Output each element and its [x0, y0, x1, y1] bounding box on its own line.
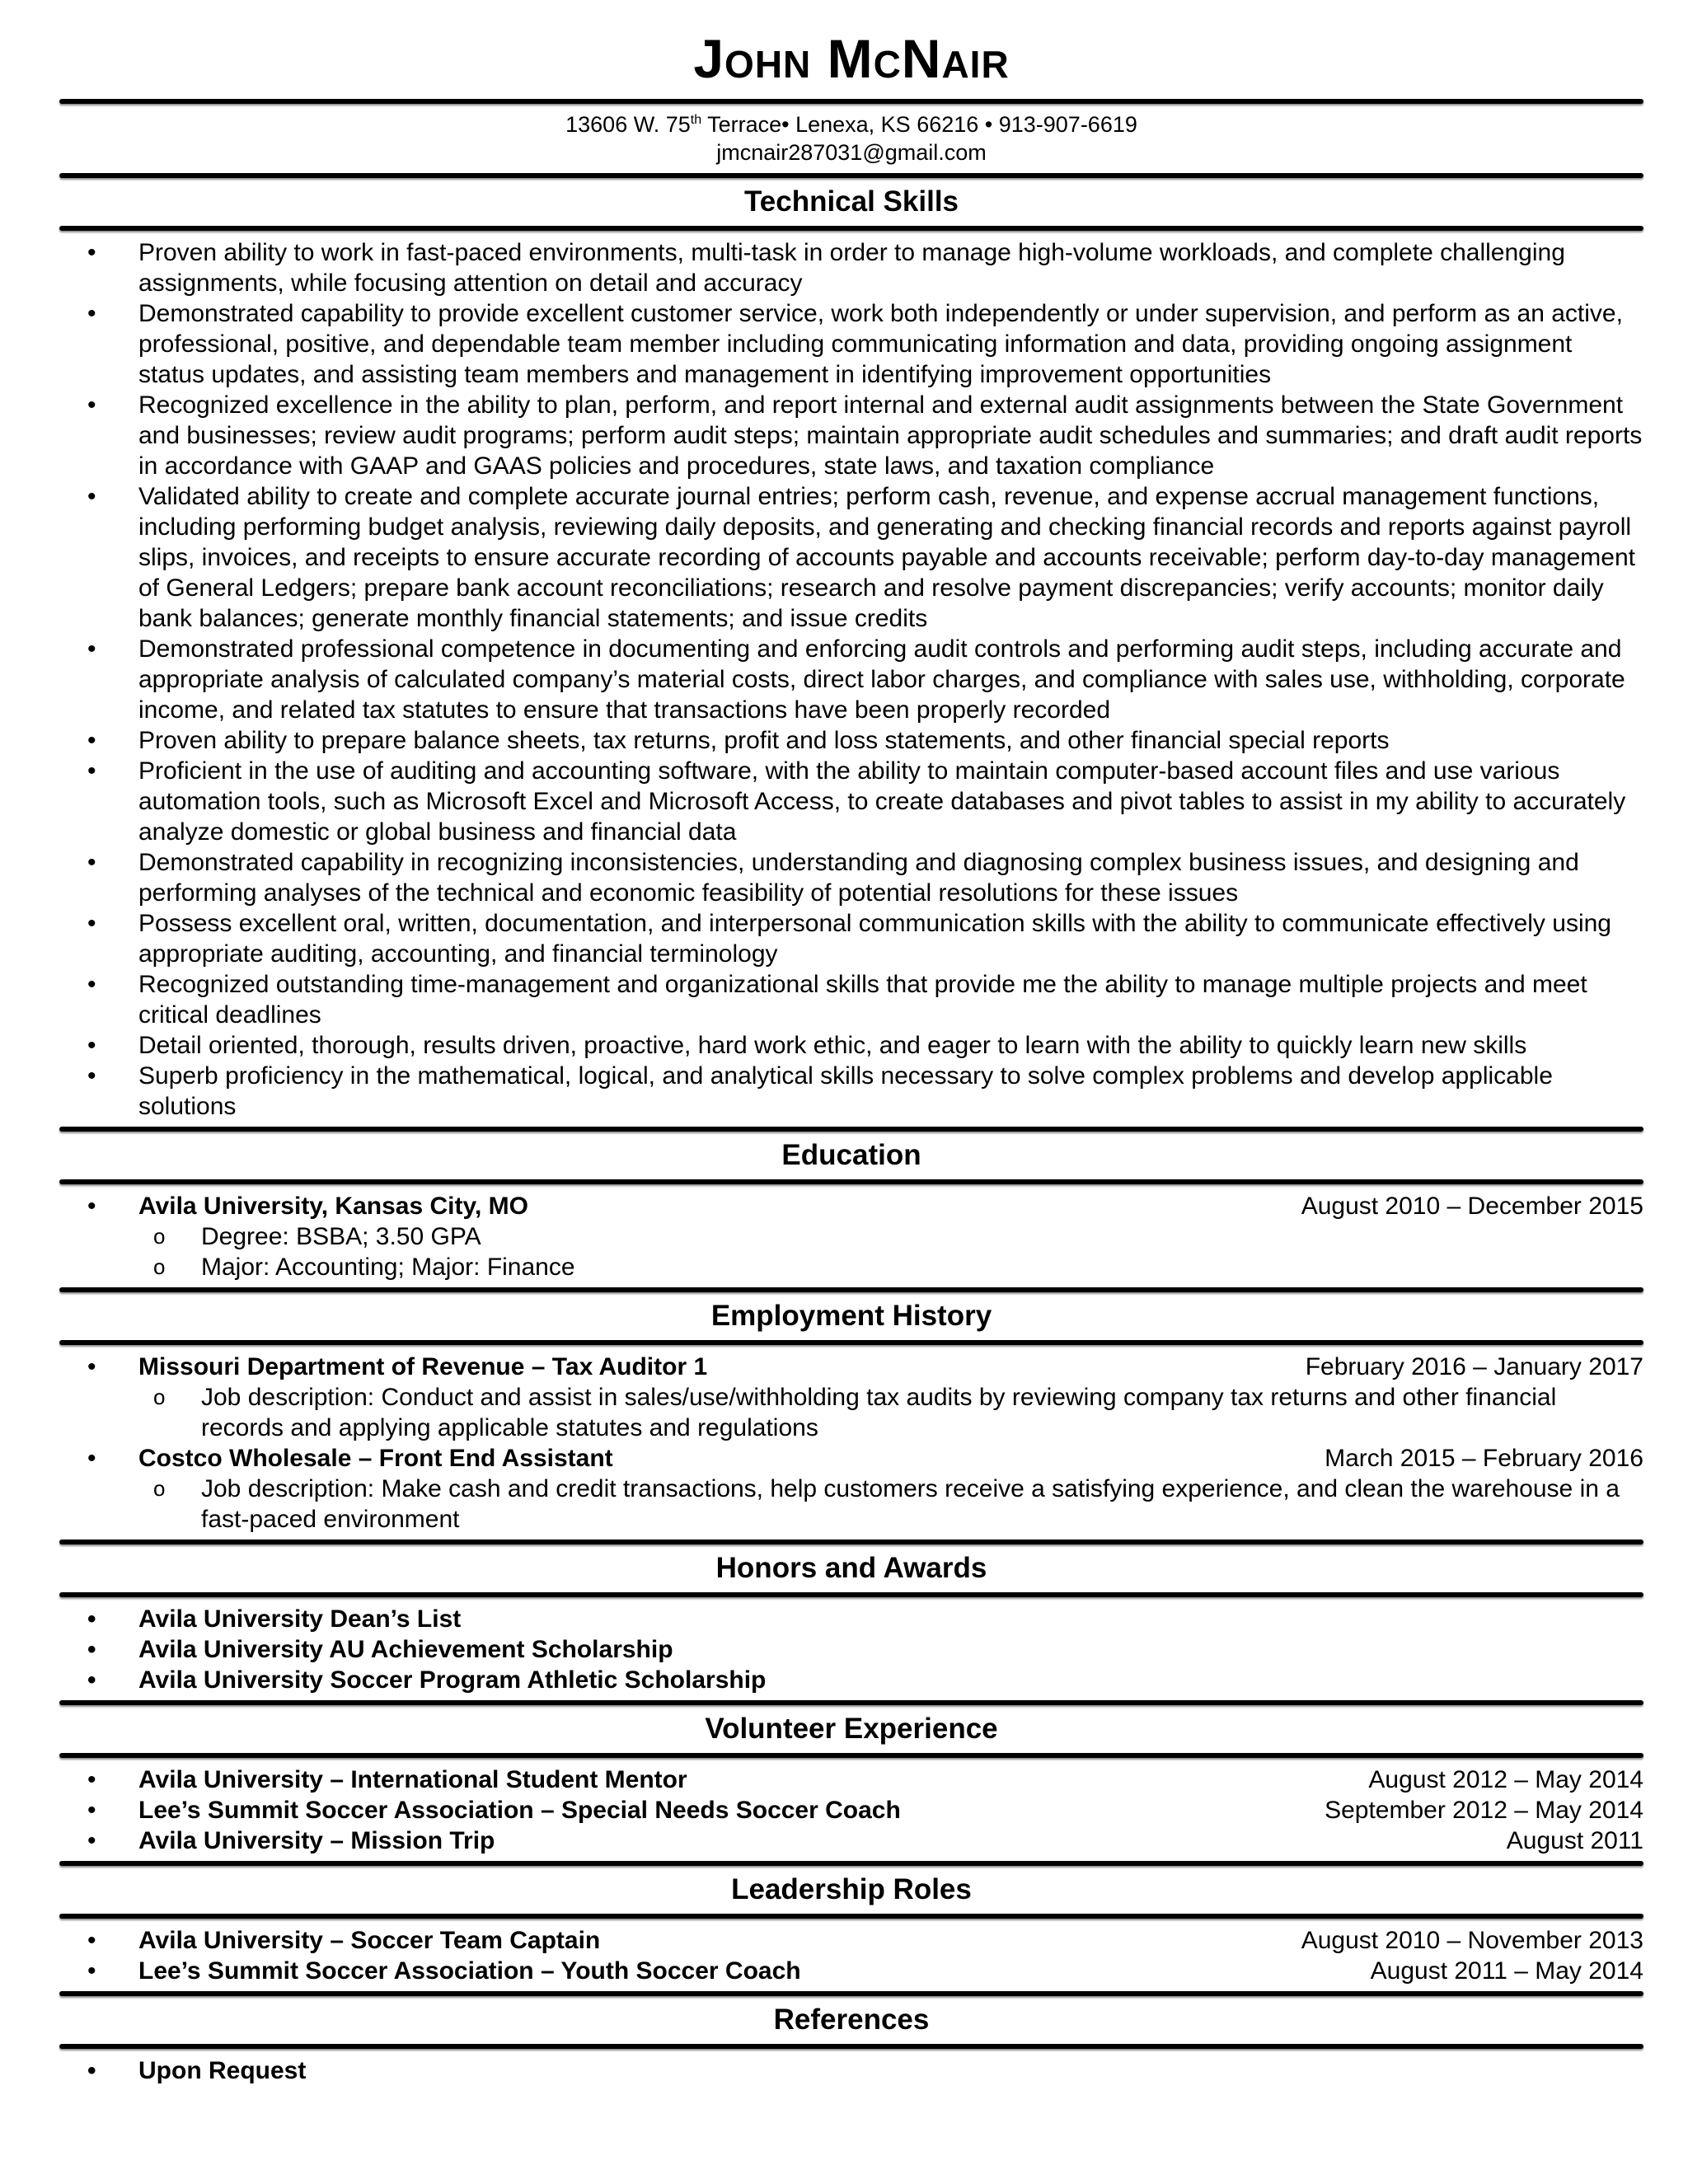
- section-title-leadership: Leadership Roles: [731, 1873, 972, 1905]
- divider: [59, 226, 1643, 231]
- volunteer-role: • Avila University – Mission Trip: [138, 1827, 495, 1854]
- volunteer-role: • Lee’s Summit Soccer Association – Special Needs Soccer Coach: [138, 1797, 901, 1824]
- divider: [59, 1340, 1643, 1345]
- date-range: February 2016 – January 2017: [1305, 1353, 1643, 1380]
- list-item: • Proven ability to work in fast-paced environments, multi-task in order to manage high-volume workloads, and complete challenging assignments, while focusing attention on detail and accuracy: [59, 237, 1643, 298]
- list-item: [59, 1443, 1643, 1474]
- address-line: [59, 110, 1643, 138]
- skills-list: [59, 237, 1643, 1122]
- address-street: 13606 W. 75: [565, 112, 691, 137]
- section-title-volunteer: Volunteer Experience: [705, 1713, 998, 1745]
- list-item: • Validated ability to create and complete accurate journal entries; perform cash, revenue, and expense accrual management functions, including performing budget analysis, reviewing daily deposits, and generating and checking financial records and reports against payroll slips, invoices, and receipts to ensure accurate recording of accounts payable and accounts receivable; perform day-to-day management of General Ledgers; prepare bank account reconciliations; research and resolve payment discrepancies; verify accounts; monitor daily bank balances; generate monthly financial statements; and issue credits: [59, 481, 1643, 634]
- volunteer-list: [59, 1765, 1643, 1856]
- address-ordinal: th: [690, 113, 702, 127]
- contact-block: [59, 110, 1643, 166]
- list-item: • Possess excellent oral, written, documentation, and interpersonal communication skills with the ability to communicate effectively using appropriate auditing, accounting, and financial terminology: [59, 908, 1643, 969]
- divider: [59, 99, 1643, 104]
- list-item: • Proven ability to prepare balance sheets, tax returns, profit and loss statements, and other financial special reports: [59, 725, 1643, 756]
- list-item: • Avila University AU Achievement Scholarship: [59, 1634, 1643, 1665]
- email-line: jmcnair287031@gmail.com: [716, 140, 987, 165]
- list-item: • Recognized outstanding time-management and organizational skills that provide me the ability to manage multiple projects and meet critical deadlines: [59, 969, 1643, 1030]
- divider: [59, 1179, 1643, 1184]
- section-title-education: Education: [781, 1139, 921, 1171]
- list-item: [59, 1795, 1643, 1825]
- education-details: [59, 1221, 1643, 1282]
- date-range: August 2010 – November 2013: [1301, 1927, 1643, 1954]
- leadership-role: • Lee’s Summit Soccer Association – Youth Soccer Coach: [138, 1957, 801, 1985]
- sub-list-item: o Job description: Make cash and credit transactions, help customers receive a satisfying experience, and clean the warehouse in a fast-paced environment: [59, 1474, 1643, 1535]
- date-range: August 2012 – May 2014: [1368, 1766, 1643, 1793]
- honors-list: [59, 1604, 1643, 1695]
- sub-list-item: o Major: Accounting; Major: Finance: [59, 1252, 1643, 1282]
- list-item: [59, 1765, 1643, 1795]
- list-item: [59, 1925, 1643, 1956]
- divider: [59, 1592, 1643, 1597]
- employment-list: [59, 1352, 1643, 1382]
- date-range: August 2011 – May 2014: [1370, 1957, 1643, 1985]
- candidate-name: John McNair: [693, 28, 1010, 89]
- leadership-list: [59, 1925, 1643, 1986]
- list-item: [59, 1352, 1643, 1382]
- date-range: August 2011: [1506, 1827, 1643, 1854]
- sub-list-item: o Degree: BSBA; 3.50 GPA: [59, 1221, 1643, 1252]
- date-range: March 2015 – February 2016: [1325, 1445, 1643, 1472]
- job-details: [59, 1382, 1643, 1443]
- list-item: • Recognized excellence in the ability to plan, perform, and report internal and external audit assignments between the State Government and businesses; review audit programs; perform audit steps; maintain appropriate audit schedules and summaries; and draft audit reports in accordance with GAAP and GAAS policies and procedures, state laws, and taxation compliance: [59, 390, 1643, 481]
- list-item: [59, 1191, 1643, 1221]
- section-title-employment: Employment History: [710, 1300, 992, 1332]
- section-title-honors: Honors and Awards: [715, 1552, 987, 1584]
- divider: [59, 1753, 1643, 1758]
- list-item: • Superb proficiency in the mathematical, logical, and analytical skills necessary to solve complex problems and develop applicable solutions: [59, 1061, 1643, 1122]
- list-item: • Avila University Dean’s List: [59, 1604, 1643, 1634]
- sub-list-item: o Job description: Conduct and assist in sales/use/withholding tax audits by reviewing company tax returns and other financial records and applying applicable statutes and regulations: [59, 1382, 1643, 1443]
- education-list: [59, 1191, 1643, 1221]
- list-item: • Detail oriented, thorough, results driven, proactive, hard work ethic, and eager to learn with the ability to quickly learn new skills: [59, 1030, 1643, 1061]
- divider: [59, 2044, 1643, 2049]
- references-list: [59, 2055, 1643, 2086]
- section-title-references: References: [773, 2004, 930, 2036]
- date-range: September 2012 – May 2014: [1325, 1797, 1643, 1824]
- employment-list: [59, 1443, 1643, 1474]
- list-item: • Demonstrated capability to provide excellent customer service, work both independently or under supervision, and perform as an active, professional, positive, and dependable team member including communicating information and data, providing ongoing assignment status updates, and assisting team members and management in identifying improvement opportunities: [59, 298, 1643, 390]
- date-range: August 2010 – December 2015: [1301, 1193, 1643, 1220]
- leadership-role: • Avila University – Soccer Team Captain: [138, 1927, 601, 1954]
- list-item: • Demonstrated professional competence in documenting and enforcing audit controls and performing audit steps, including accurate and appropriate analysis of calculated company’s material costs, direct labor charges, and compliance with sales use, withholding, corporate income, and related tax statutes to ensure that transactions have been properly recorded: [59, 634, 1643, 725]
- list-item: • Avila University Soccer Program Athletic Scholarship: [59, 1665, 1643, 1695]
- job-title: • Costco Wholesale – Front End Assistant: [138, 1445, 613, 1472]
- volunteer-role: • Avila University – International Student Mentor: [138, 1766, 687, 1793]
- list-item: [59, 1956, 1643, 1986]
- list-item: • Upon Request: [59, 2055, 1643, 2086]
- school-name: • Avila University, Kansas City, MO: [138, 1193, 528, 1220]
- list-item: [59, 1825, 1643, 1856]
- section-title-skills: Technical Skills: [743, 185, 959, 218]
- address-rest: Terrace• Lenexa, KS 66216 • 913-907-6619: [701, 112, 1137, 137]
- divider: [59, 1914, 1643, 1919]
- job-title: • Missouri Department of Revenue – Tax Auditor 1: [138, 1353, 708, 1380]
- job-details: [59, 1474, 1643, 1535]
- list-item: • Demonstrated capability in recognizing inconsistencies, understanding and diagnosing complex business issues, and designing and performing analyses of the technical and economic feasibility of potential resolutions for these issues: [59, 847, 1643, 908]
- list-item: • Proficient in the use of auditing and accounting software, with the ability to maintain computer-based account files and use various automation tools, such as Microsoft Excel and Microsoft Access, to create databases and pivot tables to assist in my ability to accurately analyze domestic or global business and financial data: [59, 756, 1643, 847]
